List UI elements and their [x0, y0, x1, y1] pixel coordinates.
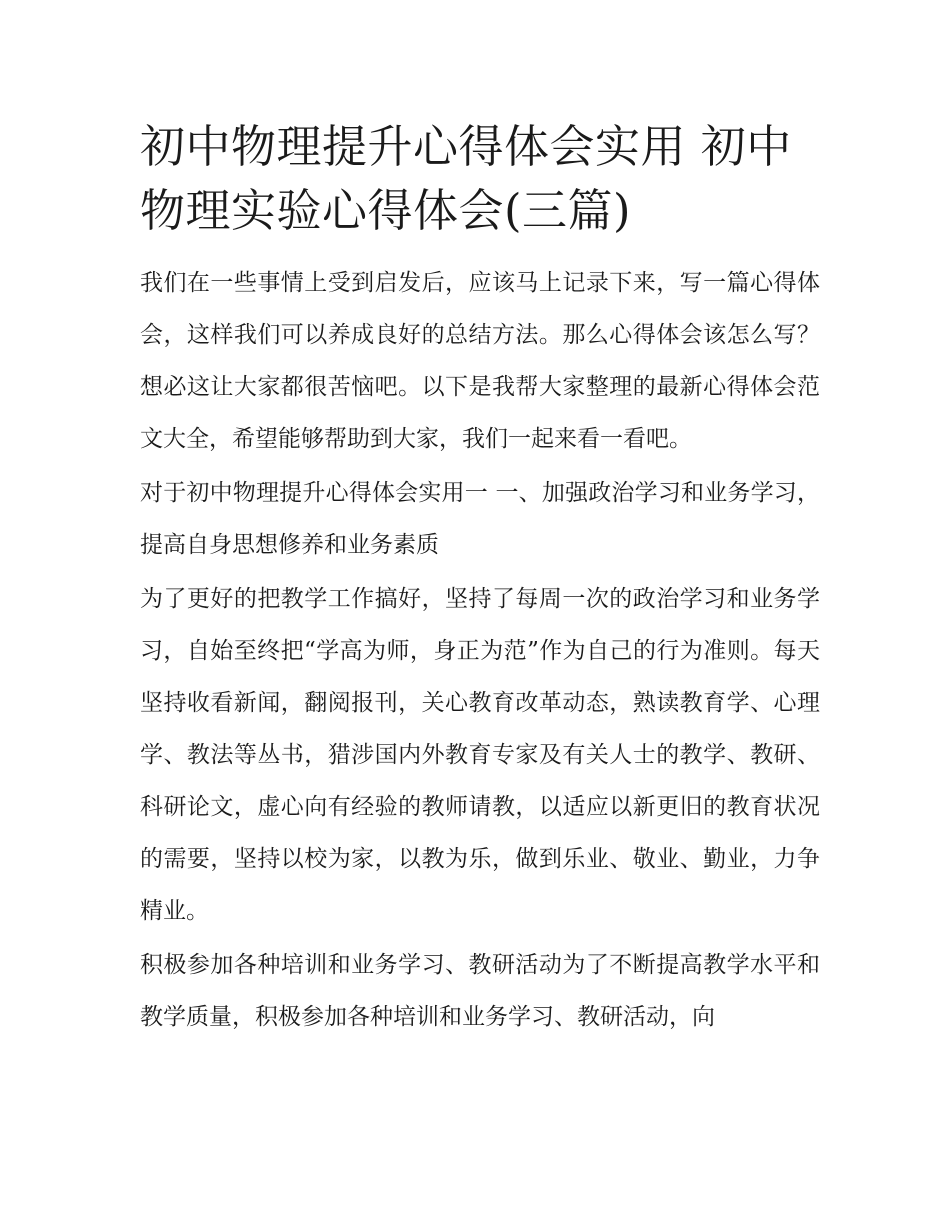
document-body: [140, 115, 820, 1045]
document-title: 初中物理提升心得体会实用 初中物理实验心得体会(三篇): [140, 120, 792, 237]
intro-paragraph: 我们在一些事情上受到启发后，应该马上记录下来，写一篇心得体会，这样我们可以养成良好的总结方法。那么心得体会该怎么写？想必这让大家都很苦恼吧。以下是我帮大家整理的最新心得体会范文大全，希望能够帮助到大家，我们一起来看一看吧。: [140, 270, 820, 452]
section-heading-paragraph: 对于初中物理提升心得体会实用一 一、加强政治学习和业务学习，提高自身思想修养和业务素质: [140, 480, 820, 558]
body-paragraph: 为了更好的把教学工作搞好，坚持了每周一次的政治学习和业务学习，自始至终把“学高为师，身正为范”作为自己的行为准则。每天坚持收看新闻，翻阅报刊，关心教育改革动态，熟读教育学、心理学、教法等丛书，猎涉国内外教育专家及有关人士的教学、教研、科研论文，虚心向有经验的教师请教，以适应以新更旧的教育状况的需要，坚持以校为家，以教为乐，做到乐业、敬业、勤业，力争精业。: [140, 586, 820, 924]
body-paragraph: 积极参加各种培训和业务学习、教研活动为了不断提高教学水平和教学质量，积极参加各种培训和业务学习、教研活动，向: [140, 952, 820, 1030]
